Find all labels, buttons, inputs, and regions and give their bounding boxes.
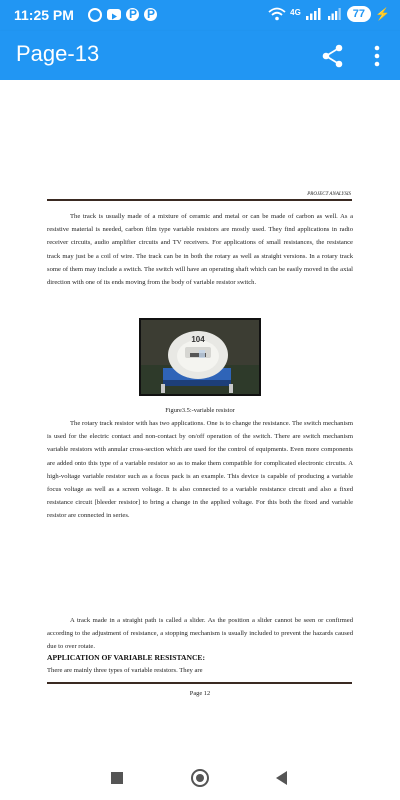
wifi-icon (268, 7, 286, 21)
home-icon (196, 774, 204, 782)
share-button[interactable] (318, 41, 348, 71)
page-number: Page 12 (189, 690, 211, 697)
variable-resistor-figure (139, 318, 261, 396)
home-button[interactable] (191, 769, 209, 787)
status-time: 11:25 PM (14, 7, 74, 23)
document-page[interactable] (0, 80, 400, 760)
battery-icon: 77 (347, 6, 371, 22)
running-header: PROJECT ANALYSIS (307, 192, 351, 197)
p-app-icon: P (144, 8, 157, 21)
paragraph-track-materials: The track is usually made of a mixture of ceramic and metal or can be made of carbon as well. As a resistive material is needed, carbon film type variable resistors are mostly used. They find applications in radio receiver circuits, audio amplifier circuits and TV receivers. For applications of small resistances, the resistance track may just be a coil of wire. The track can be in both the rotary as well as straight versions. In a rotary track some of them may include a switch. The switch will have an operating shaft which can be easily moved in the axial direction with one of its ends moving from the body of variable resistor switch. (47, 213, 353, 287)
status-bar (0, 0, 400, 31)
paragraph-slider: A track made in a straight path is called a slider. As the position a slider cannot be seen or confirmed according to the adjustment of resistance, a stopping mechanism is usually included to prevent the hazards caused due to over rotate. (47, 617, 353, 651)
section-heading: APPLICATION OF VARIABLE RESISTANCE: (47, 653, 206, 662)
back-button[interactable] (276, 771, 287, 785)
signal-icon (327, 7, 343, 21)
notification-icons (88, 8, 157, 22)
share-icon (318, 41, 348, 71)
paragraph-types-intro: There are mainly three types of variable resistors. They are (47, 667, 203, 674)
system-navigation-bar (0, 760, 400, 800)
app-bar (0, 31, 400, 80)
figure-marking: 104 (191, 335, 205, 344)
footer-divider (47, 682, 352, 684)
alarm-icon (88, 8, 102, 22)
paragraph-rotary-track: The rotary track resistor with has two applications. One is to change the resistance. The switch mechanism is used for the electric contact and non-contact by on/off operation of the switch. There are switch mechanism variable resistors with annular cross-section which are used for the control of equipments. Even more components are added onto this type of a variable resistor so as to make them compatible for complicated electronic circuits. A high-voltage variable resistor such as a focus pack is an example. This device is capable of producing a variable focus voltage as well as a screen voltage. It is also connected to a variable resistance circuit and also a fixed resistance circuit [bleeder resistor] to bring a change in the applied voltage. For this both the fixed and variable resistor are connected in series. (47, 420, 353, 520)
page-title: Page-13 (16, 41, 100, 66)
more-options-button[interactable] (368, 43, 386, 69)
system-status-icons (268, 6, 390, 22)
p-app-icon: P (126, 8, 139, 21)
recents-button[interactable] (111, 772, 123, 784)
signal-icon (305, 7, 323, 21)
network-type-label: 4G (290, 7, 301, 17)
youtube-icon (107, 9, 121, 20)
header-divider (47, 199, 352, 201)
more-vert-icon (368, 43, 386, 69)
charging-icon: ⚡ (375, 7, 390, 21)
figure-caption: Figure3.5:-variable resistor (165, 407, 235, 414)
